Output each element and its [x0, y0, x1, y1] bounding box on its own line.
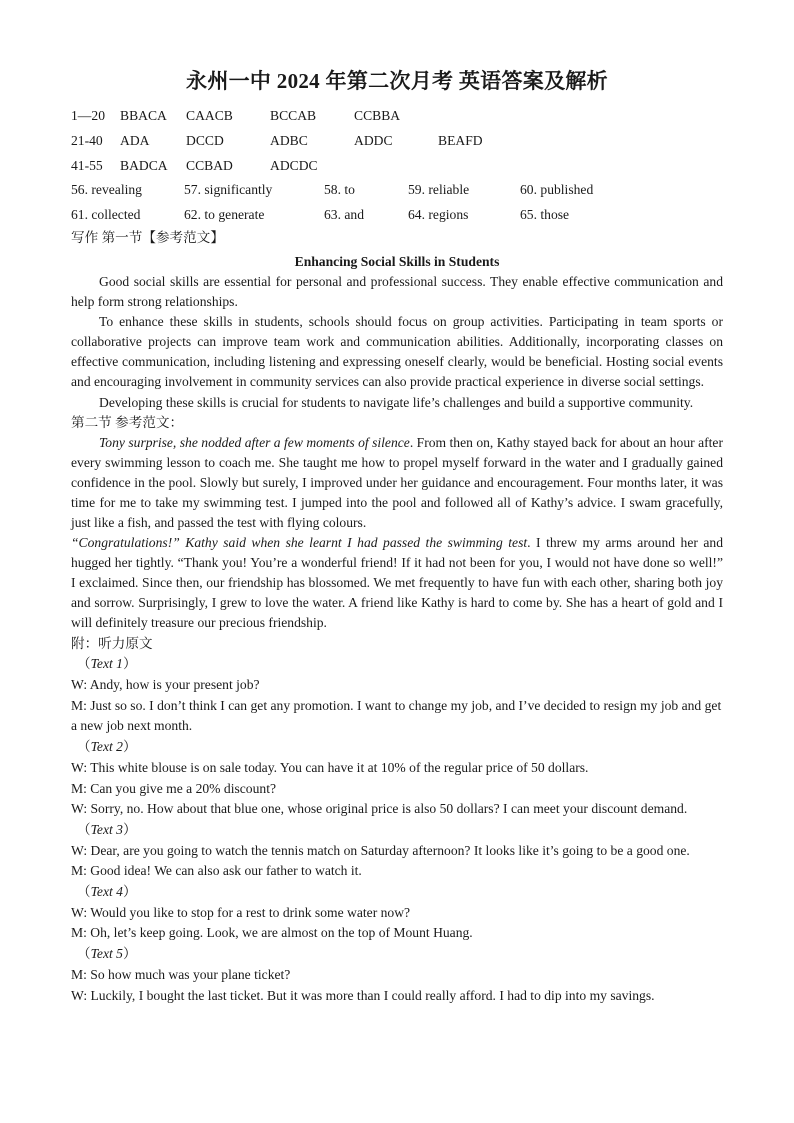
fill-answer: 60. published	[520, 182, 594, 198]
writing-part-1	[71, 228, 723, 413]
text-label: （Text 1）	[77, 656, 137, 672]
story-continuation: . I threw my arms around her and hugged her tightly. “Thank you! You’re a wonderful friend! If it had not been for you, I would not have done so well!” I exclaimed. Since then, our friendship has blossomed. We met frequently to have fun with each other, sharing both joy and sorrow. Surprisingly, I grew to love the water. A friend like Kathy is hard to come by. She has a heart of gold and I will definitely treasure our precious friendship.	[71, 535, 723, 631]
fill-answer: 65. those	[520, 207, 570, 223]
answer-group: ADCDC	[270, 157, 318, 173]
dialogue-line: M: Good idea! We can also ask our father to watch it.	[71, 863, 362, 879]
answer-range: 41-55	[71, 157, 103, 173]
answer-group: BCCAB	[270, 108, 317, 123]
section-heading: 第二节 参考范文：	[71, 414, 184, 430]
answer-row	[71, 104, 723, 129]
dialogue-line: M: Just so so. I don’t think I can get any promotion. I want to change my job, and I’ve decided to resign my job and get a new job next month.	[71, 697, 722, 734]
essay-paragraph: Developing these skills is crucial for students to navigate life’s challenges and build a supportive community.	[99, 394, 694, 410]
answer-row	[71, 154, 723, 179]
answer-group: ADBC	[270, 132, 308, 148]
fill-answer: 64. regions	[408, 207, 469, 223]
fill-answer: 63. and	[324, 207, 365, 223]
dialogue-line: W: Dear, are you going to watch the tennis match on Saturday afternoon? It looks like it’s going to be a good one.	[71, 842, 690, 858]
text-label-name: Text 5	[90, 946, 123, 962]
story-lead-sentence: “Congratulations!” Kathy said when she learnt I had passed the swimming test	[71, 535, 528, 551]
answer-range: 1—20	[71, 108, 105, 123]
answer-group: BBACA	[120, 108, 167, 123]
text-label: （Text 2）	[77, 739, 137, 755]
dialogue-line: M: Oh, let’s keep going. Look, we are almost on the top of Mount Huang.	[71, 925, 473, 941]
fill-answer: 57. significantly	[184, 182, 273, 198]
essay-title: Enhancing Social Skills in Students	[294, 253, 500, 269]
document-page	[71, 66, 723, 1006]
text-label: （Text 5）	[77, 946, 137, 962]
text-label: （Text 4）	[77, 884, 137, 900]
dialogue-line: M: Can you give me a 20% discount?	[71, 780, 277, 796]
fill-answer-row	[71, 203, 723, 228]
answer-group: DCCD	[186, 132, 224, 148]
text-label-name: Text 2	[90, 739, 123, 755]
dialogue-line: W: Would you like to stop for a rest to drink some water now?	[71, 904, 411, 920]
essay-paragraph: Good social skills are essential for personal and professional success. They enable effective communication and help form strong relationships.	[71, 273, 723, 310]
section-heading: 附：听力原文	[71, 635, 153, 651]
text-label-name: Text 1	[90, 656, 123, 672]
fill-answer: 58. to	[324, 182, 355, 198]
answer-group: CAACB	[186, 108, 233, 123]
answer-group: BEAFD	[438, 132, 483, 148]
answer-group: BADCA	[120, 157, 168, 173]
fill-answer-row	[71, 178, 723, 203]
text-label-name: Text 3	[90, 821, 123, 837]
fill-answer: 62. to generate	[184, 207, 265, 223]
answer-key	[71, 104, 723, 228]
fill-answer: 61. collected	[71, 207, 141, 223]
answer-range: 21-40	[71, 132, 103, 148]
dialogue-line: W: Andy, how is your present job?	[71, 676, 260, 692]
story-continuation: . From then on, Kathy stayed back for about an hour after every swimming lesson to coach me. She taught me how to propel myself forward in the water and I gradually gained confidence in the pool. Slowly but surely, I improved under her guidance and encouragement. Four months later, it was time for me to take my swimming test. I jumped into the pool and followed all of Kathy’s advice. I swam gracefully, just like a fish, and passed the test with flying colours.	[71, 434, 723, 531]
dialogue-line: W: This white blouse is on sale today. You can have it at 10% of the regular price of 50 dollars.	[71, 759, 589, 775]
fill-answer: 59. reliable	[408, 182, 470, 198]
answer-group: ADDC	[354, 132, 393, 148]
dialogue-line: W: Luckily, I bought the last ticket. But it was more than I could really afford. I had to dip into my savings.	[71, 987, 655, 1003]
text-label-name: Text 4	[90, 884, 123, 900]
dialogue-line: M: So how much was your plane ticket?	[71, 966, 291, 982]
essay-paragraph: To enhance these skills in students, schools should focus on group activities. Participating in team sports or collaborative projects can improve team work and communication abilities. Additionally, incorporating classes on effective communication, including listening and expressing oneself clearly, would be beneficial. Hosting social events and encouraging involvement in community services can also provide practical experience in diverse social settings.	[71, 314, 723, 390]
text-label: （Text 3）	[77, 821, 137, 837]
answer-group: ADA	[120, 132, 150, 148]
document-title: 永州一中 2024 年第二次月考 英语答案及解析	[186, 69, 608, 93]
story-lead-sentence: Tony surprise, she nodded after a few moments of silence	[99, 434, 410, 450]
section-heading: 写作 第一节【参考范文】	[71, 229, 224, 245]
story-paragraph	[71, 433, 723, 533]
answer-group: CCBAD	[186, 157, 233, 173]
answer-group: CCBBA	[354, 108, 401, 123]
writing-part-2	[71, 413, 723, 634]
listening-transcript	[71, 634, 723, 1007]
story-paragraph	[71, 533, 723, 633]
fill-answer: 56. revealing	[71, 182, 142, 198]
dialogue-line: W: Sorry, no. How about that blue one, whose original price is also 50 dollars? I can meet your discount demand.	[71, 801, 688, 817]
answer-row	[71, 129, 723, 154]
